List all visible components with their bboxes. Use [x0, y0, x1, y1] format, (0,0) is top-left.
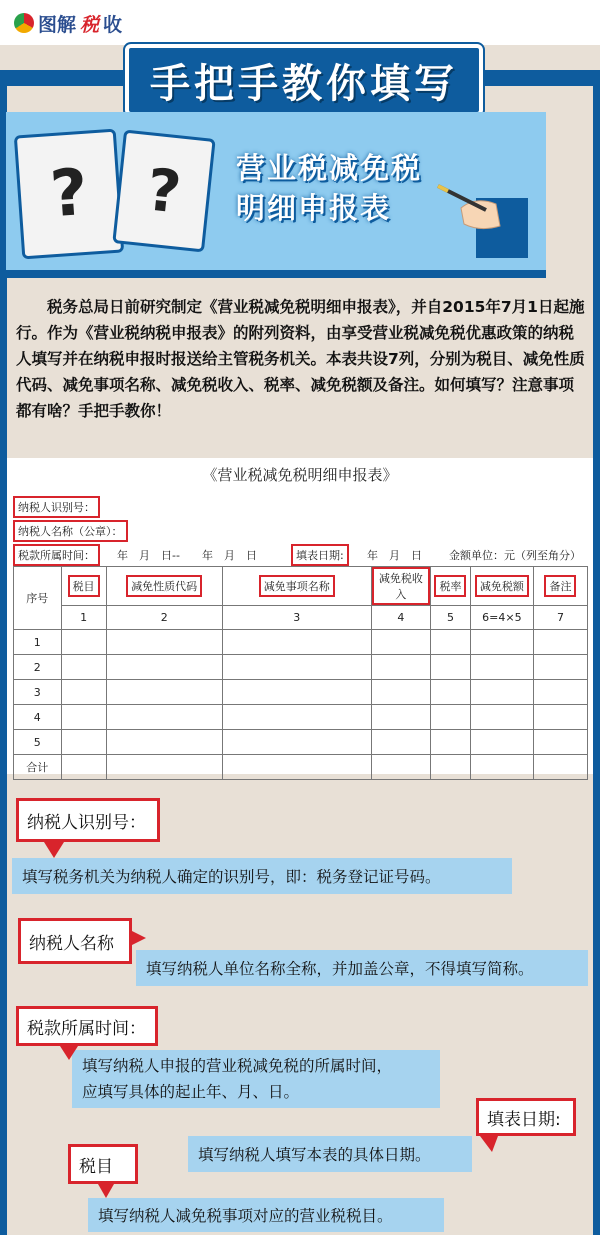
callout-tail	[130, 930, 146, 946]
callout-tax-item: 税目	[68, 1144, 138, 1184]
note-period	[72, 1050, 440, 1108]
banner-title	[236, 148, 422, 228]
col-header-rate	[431, 567, 471, 606]
period-label: 税款所属时间：	[13, 544, 100, 566]
period-value: 年 月 日-- 年 月 日	[117, 549, 257, 562]
fill-date-value: 年 月 日	[367, 549, 422, 562]
callout-tail	[98, 1184, 114, 1198]
page-title: 手把手教你填写	[125, 44, 483, 116]
col-header-item-name	[222, 567, 371, 606]
note-fill-date: 填写纳税人填写本表的具体日期。	[188, 1136, 472, 1172]
col-number: 2	[106, 606, 222, 630]
amount-unit: 金额单位：元（列至角分）	[449, 549, 581, 562]
header-tag: 税率	[434, 575, 466, 597]
question-book-icon	[112, 130, 215, 253]
col-header-income	[371, 567, 430, 606]
form-title: 《营业税减免税明细申报表》	[202, 466, 398, 484]
header-tag: 备注	[544, 575, 576, 597]
fill-date-label: 填表日期:	[291, 544, 349, 566]
callout-tail	[60, 1046, 78, 1060]
note-tax-item: 填写纳税人减免税事项对应的营业税税目。	[88, 1198, 444, 1232]
col-number: 1	[61, 606, 106, 630]
col-header-tax-item	[61, 567, 106, 606]
col-number: 7	[533, 606, 587, 630]
row-index: 2	[14, 655, 62, 680]
note-taxpayer-id: 填写税务机关为纳税人确定的识别号，即：税务登记证号码。	[12, 858, 512, 894]
callout-taxpayer-name: 纳税人名称	[18, 918, 132, 964]
book-glyph: ?	[143, 155, 185, 227]
taxpayer-name-label: 纳税人名称（公章）：	[13, 520, 128, 542]
table-row	[14, 655, 588, 680]
col-header-index: 序号	[14, 567, 62, 630]
top-bar	[0, 0, 600, 45]
brand-highlight: 税	[80, 13, 100, 36]
brand-suffix: 收	[103, 13, 123, 36]
row-index: 4	[14, 705, 62, 730]
row-index: 3	[14, 680, 62, 705]
callout-taxpayer-id: 纳税人识别号：	[16, 798, 160, 842]
col-header-remark	[533, 567, 587, 606]
row-index: 1	[14, 630, 62, 655]
callout-tail	[44, 842, 64, 858]
brand-logo[interactable]	[14, 10, 122, 36]
table-row	[14, 630, 588, 655]
header-tag: 减免税收入	[372, 567, 430, 605]
callout-period: 税款所属时间：	[16, 1006, 158, 1046]
logo-icon	[14, 13, 34, 33]
row-total: 合计	[14, 755, 62, 780]
pen-hand-icon	[436, 168, 536, 268]
question-book-icon	[14, 129, 124, 260]
form-preview	[7, 458, 593, 774]
col-number: 4	[371, 606, 430, 630]
table-row	[14, 730, 588, 755]
row-index: 5	[14, 730, 62, 755]
banner-title-line2: 明细申报表	[236, 191, 392, 225]
brand-prefix: 图解	[38, 13, 77, 36]
callout-tail	[480, 1136, 498, 1152]
table-row	[14, 680, 588, 705]
col-number: 3	[222, 606, 371, 630]
header-tag: 减免性质代码	[126, 575, 202, 597]
note-period-line2: 应填写具体的起止年、月、日。	[82, 1083, 300, 1101]
taxpayer-id-label: 纳税人识别号：	[13, 496, 100, 518]
table-row	[14, 755, 588, 780]
banner	[6, 112, 546, 278]
header-tag: 税目	[68, 575, 100, 597]
declaration-table	[13, 566, 588, 780]
callout-fill-date: 填表日期:	[476, 1098, 576, 1136]
table-row	[14, 705, 588, 730]
col-header-amount	[470, 567, 533, 606]
header-tag: 减免事项名称	[259, 575, 335, 597]
note-taxpayer-name: 填写纳税人单位名称全称，并加盖公章，不得填写简称。	[136, 950, 588, 986]
intro-paragraph: 税务总局日前研究制定《营业税减免税明细申报表》，并自2015年7月1日起施行。作为《营业税纳税申报表》的附列资料，由享受营业税减免税优惠政策的纳税人填写并在纳税申报时报送给主管税务机关。本表共设7列，分别为税目、减免性质代码、减免事项名称、减免税收入、税率、减免税额及备注。如何填写？注意事项都有啥？手把手教你！	[16, 298, 585, 420]
book-glyph: ?	[47, 155, 91, 233]
col-header-code	[106, 567, 222, 606]
col-number: 5	[431, 606, 471, 630]
col-number: 6=4×5	[470, 606, 533, 630]
banner-title-line1: 营业税减免税	[236, 151, 423, 185]
note-period-line1: 填写纳税人申报的营业税减免税的所属时间，	[82, 1057, 393, 1075]
header-tag: 减免税额	[475, 575, 529, 597]
